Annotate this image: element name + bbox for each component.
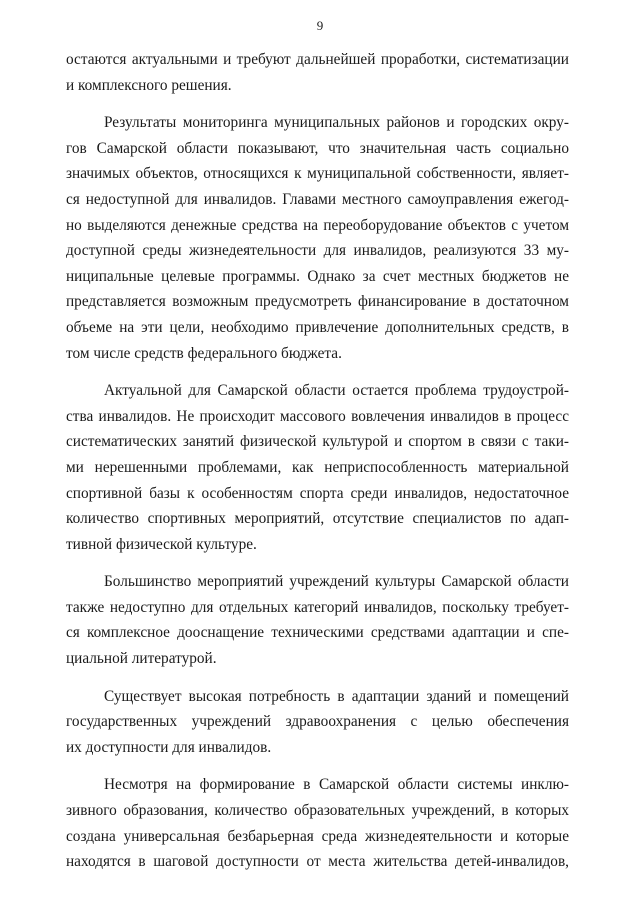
text-line: гов Самарской области показывают, что значительная часть социально bbox=[66, 139, 569, 157]
text-line: и комплексного решения. bbox=[66, 76, 232, 94]
text-line: представляется возможным предусмотреть финансирование в достаточном bbox=[66, 293, 569, 311]
text-line: Актуальной для Самарской области остается проблема трудоустрой- bbox=[104, 382, 569, 400]
text-line: остаются актуальными и требуют дальнейшей проработки, систематизации bbox=[66, 51, 569, 68]
text-line: объеме на эти цели, необходимо привлечение дополнительных средств, в bbox=[66, 318, 569, 336]
paragraph-4 bbox=[66, 569, 569, 671]
paragraph-3 bbox=[66, 378, 569, 557]
text-line: количество спортивных мероприятий, отсутствие специалистов по адап- bbox=[66, 510, 569, 528]
text-line: ства инвалидов. Не происходит массового вовлечения инвалидов в процесс bbox=[66, 407, 569, 425]
paragraph-6 bbox=[66, 772, 569, 874]
paragraph-5 bbox=[66, 684, 569, 761]
text-line: ми нерешенными проблемами, как неприспособленность материальной bbox=[66, 458, 569, 476]
text-line: ниципальные целевые программы. Однако за счет местных бюджетов не bbox=[66, 267, 569, 285]
text-line: ся недоступной для инвалидов. Главами местного самоуправления ежегод- bbox=[66, 190, 569, 208]
document-body bbox=[66, 47, 569, 875]
text-line: тивной физической культуре. bbox=[66, 535, 257, 553]
text-line: циальной литературой. bbox=[66, 650, 217, 668]
paragraph-2 bbox=[66, 110, 569, 366]
text-line: государственных учреждений здравоохранения с целью обеспечения bbox=[66, 713, 569, 731]
text-line: том числе средств федерального бюджета. bbox=[66, 344, 342, 362]
text-line: зивного образования, количество образовательных учреждений, в которых bbox=[66, 802, 569, 820]
text-line: находятся в шаговой доступности от места жительства детей-инвалидов, bbox=[66, 853, 569, 871]
page-number: 9 bbox=[316, 18, 324, 33]
text-line: их доступности для инвалидов. bbox=[66, 738, 272, 756]
text-line: значимых объектов, относящихся к муниципальной собственности, являет- bbox=[66, 165, 569, 183]
text-line: доступной среды жизнедеятельности для инвалидов, реализуются 33 му- bbox=[66, 242, 569, 260]
text-line: но выделяются денежные средства на переоборудование объектов с учетом bbox=[66, 216, 569, 234]
text-line: создана универсальная безбарьерная среда жизнедеятельности и которые bbox=[66, 827, 569, 845]
text-line: также недоступно для отдельных категорий инвалидов, поскольку требует- bbox=[66, 598, 569, 616]
text-line: Результаты мониторинга муниципальных районов и городских окру- bbox=[104, 114, 569, 132]
text-line: Несмотря на формирование в Самарской области системы инклю- bbox=[104, 776, 569, 794]
text-line: ся комплексное дооснащение техническими средствами адаптации и спе- bbox=[66, 624, 569, 642]
text-line: спортивной базы к особенностям спорта среди инвалидов, недостаточное bbox=[66, 484, 569, 502]
paragraph-1 bbox=[66, 47, 569, 98]
text-line: Большинство мероприятий учреждений культуры Самарской области bbox=[104, 573, 569, 591]
text-line: Существует высокая потребность в адаптации зданий и помещений bbox=[104, 687, 569, 705]
text-line: систематических занятий физической культурой и спортом в связи с таки- bbox=[66, 433, 569, 451]
